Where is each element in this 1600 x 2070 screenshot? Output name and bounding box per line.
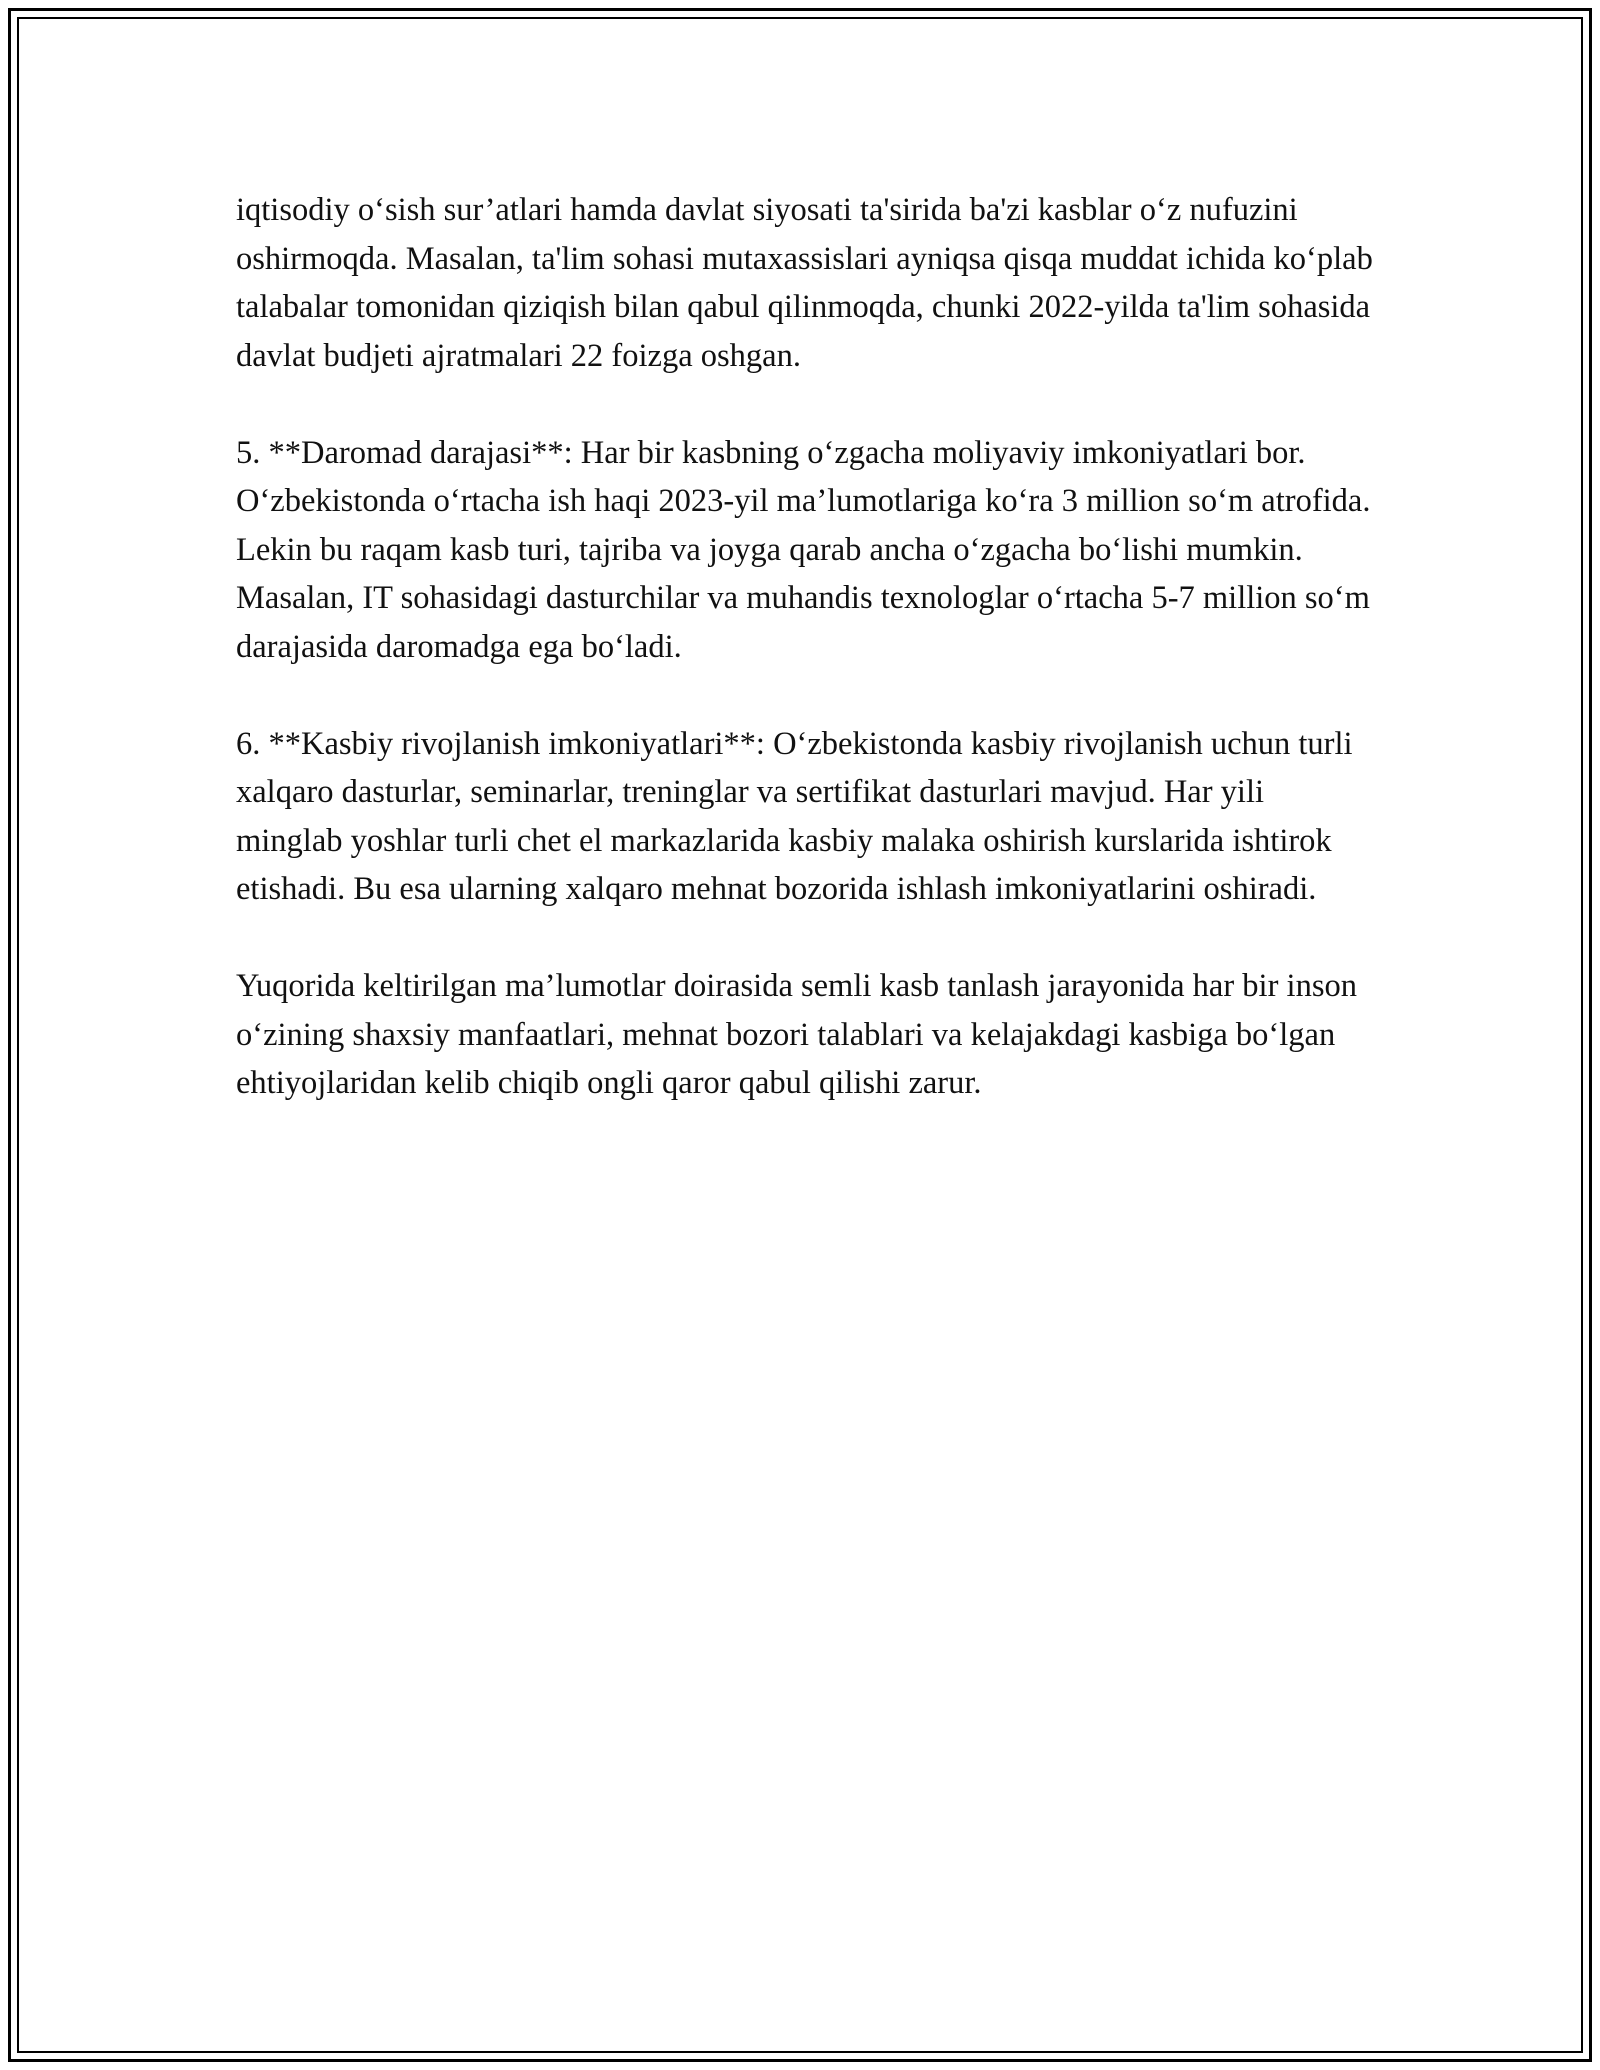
paragraph-intro: iqtisodiy o‘sish sur’atlari hamda davlat siyosati ta'sirida ba'zi kasblar o‘z nufuzini oshirmoqda. Masalan, ta'lim sohasi mutaxassislari ayniqsa qisqa muddat ichida ko‘plab talabalar tomonidan qiziqish bilan qabul qilinmoqda, chunki 2022-yilda ta'lim sohasida davlat budjeti ajratmalari 22 foizga oshgan. xyxy=(236,192,1373,374)
paragraph-career-development: 6. **Kasbiy rivojlanish imkoniyatlari**: O‘zbekistonda kasbiy rivojlanish uchun turli xalqaro dasturlar, seminarlar, treninglar va sertifikat dasturlari mavjud. Har yili minglab yoshlar turli chet el markazlarida kasbiy malaka oshirish kurslarida ishtirok etishadi. Bu esa ularning xalqaro mehnat bozorida ishlash imkoniyatlarini oshiradi. xyxy=(236,725,1353,907)
document-body xyxy=(236,186,1376,1156)
paragraph-income-level: 5. **Daromad darajasi**: Har bir kasbning o‘zgacha moliyaviy imkoniyatlari bor. O‘zbekistonda o‘rtacha ish haqi 2023-yil ma’lumotlariga ko‘ra 3 million so‘m atrofida. Lekin bu raqam kasb turi, tajriba va joyga qarab ancha o‘zgacha bo‘lishi mumkin. Masalan, IT sohasidagi dasturchilar va muhandis texnologlar o‘rtacha 5-7 million so‘m darajasida daromadga ega bo‘ladi. xyxy=(236,434,1371,665)
paragraph-conclusion: Yuqorida keltirilgan ma’lumotlar doirasida semli kasb tanlash jarayonida har bir inson o‘zining shaxsiy manfaatlari, mehnat bozori talablari va kelajakdagi kasbiga bo‘lgan ehtiyojlaridan kelib chiqib ongli qaror qabul qilishi zarur. xyxy=(236,968,1357,1101)
